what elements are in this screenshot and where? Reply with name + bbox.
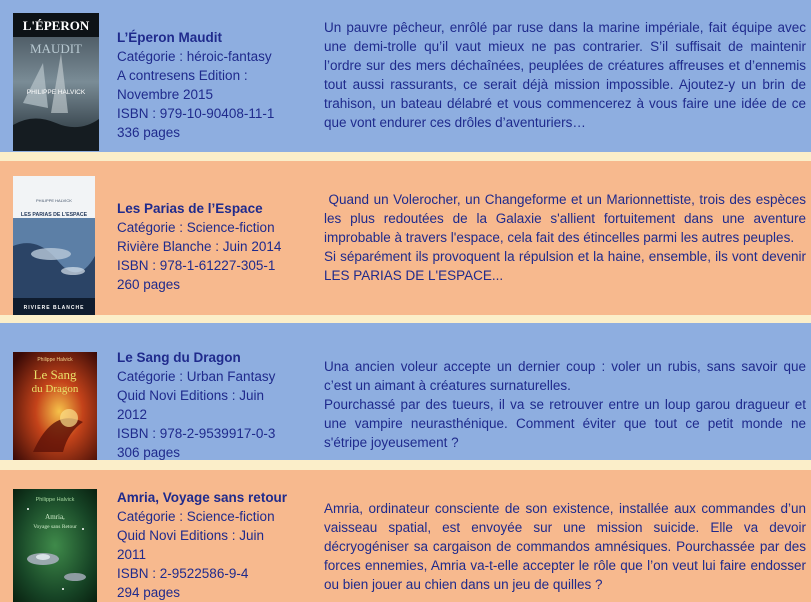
book-isbn: ISBN : 979-10-90408-11-1: [117, 106, 275, 121]
book-category: Catégorie : héroic-fantasy: [117, 49, 272, 64]
description-paragraph: Un pauvre pêcheur, enrôlé par ruse dans la marine impériale, fait équipe avec une demi-trolle qu’il vaut mieux ne pas contrarier. S’il suffisait de maintenir l’ordre sur des mers déchaînées, peuplées de créatures affreuses et d’ennemis tout aussi rassurants, ce serait déjà mission impossible. Ajoutez-y un brin de trahison, un bateau délabré et vous commencerez à vous faire une idée de ce que vont endurer ces drôles d’aventuriers…: [324, 20, 806, 130]
cover-1-subtitle: MAUDIT: [30, 41, 82, 56]
cover-2-art: [13, 176, 95, 315]
cover-2-title: LES PARIAS DE L'ESPACE: [20, 212, 88, 218]
cover-1-title: L'ÉPERON: [22, 18, 90, 33]
book-category: Catégorie : Science-fiction: [117, 220, 275, 235]
cover-1-author: PHILIPPE HALVICK: [26, 89, 86, 96]
cover-3-title-line1: Le Sang: [33, 367, 77, 382]
book-isbn: ISBN : 2-9522586-9-4: [117, 566, 249, 581]
book-description-3: [324, 357, 806, 452]
book-category: Catégorie : Urban Fantasy: [117, 369, 276, 384]
book-cover-4[interactable]: [13, 489, 97, 602]
book-description-4: [324, 499, 806, 594]
book-description-1: [324, 18, 806, 132]
description-paragraph: Si séparément ils provoquent la répulsion et la haine, ensemble, ils vont devenir LES PARIAS DE L'ESPACE...: [324, 249, 806, 283]
book-isbn: ISBN : 978-2-9539917-0-3: [117, 426, 276, 441]
book-title[interactable]: Le Sang du Dragon: [117, 350, 241, 365]
description-paragraph: Una ancien voleur accepte un dernier coup : voler un rubis, sans savoir que c’est un aimant à créatures surnaturelles.: [324, 359, 806, 393]
book-title[interactable]: L’Éperon Maudit: [117, 30, 223, 45]
book-meta-4: [117, 488, 287, 602]
book-title[interactable]: Les Parias de l’Espace: [117, 201, 263, 216]
cover-1-art: [13, 13, 99, 151]
book-description-2: [324, 190, 810, 285]
cover-4-author: Philippe Halvick: [35, 497, 75, 503]
book-meta-1: [117, 28, 277, 142]
book-publisher: Quid Novi Editions : Juin 2012: [117, 388, 265, 422]
cover-2-author: PHILIPPE HALVICK: [36, 198, 72, 203]
book-row-1: [0, 0, 811, 152]
book-meta-2: [117, 199, 281, 294]
book-pages: 336 pages: [117, 125, 181, 140]
book-pages: 260 pages: [117, 277, 181, 292]
book-pages: 294 pages: [117, 585, 181, 600]
description-paragraph: Pourchassé par des tueurs, il va se retrouver entre un loup garou dragueur et une vampire neurasthénique. Comment éviter que tout ce petit monde ne s'étripe joyeusement ?: [324, 397, 806, 450]
book-row-4: [0, 470, 811, 602]
book-title[interactable]: Amria, Voyage sans retour: [117, 490, 288, 505]
book-cover-2[interactable]: [13, 176, 95, 315]
description-paragraph: Quand un Volerocher, un Changeforme et un Marionnettiste, trois des espèces les plus redoutées de la Galaxie s'allient fortuitement dans une aventure improbable à travers l'espace, cela fait des étincelles parmi les autres peuples.: [324, 192, 810, 245]
book-publisher: Quid Novi Editions : Juin 2011: [117, 528, 265, 562]
book-category: Catégorie : Science-fiction: [117, 509, 275, 524]
book-cover-1[interactable]: [13, 13, 99, 151]
book-cover-3[interactable]: [13, 352, 97, 460]
cover-3-title-line2: du Dragon: [31, 383, 79, 395]
cover-2-publisher: RIVIERE BLANCHE: [23, 305, 85, 311]
book-pages: 306 pages: [117, 445, 181, 460]
cover-4-title-line2: Voyage sans Retour: [33, 524, 77, 530]
cover-3-art: [13, 352, 97, 460]
book-meta-3: [117, 348, 287, 462]
book-row-2: [0, 161, 811, 315]
book-row-3: [0, 323, 811, 460]
description-paragraph: Amria, ordinateur consciente de son existence, installée aux commandes d’un vaisseau spatial, est envoyée sur une mission suicide. Elle va devoir décryogéniser sa cargaison de commandos amnésiques. Pourchassée par des forces ennemies, Amria va-t-elle accepter le rôle que l’on veut lui faire endosser ou bien jouer au chien dans un jeu de quilles ?: [324, 501, 806, 592]
book-publisher: A contresens Edition : Novembre 2015: [117, 68, 248, 102]
cover-3-author: Philippe Halvick: [37, 357, 73, 363]
book-publisher: Rivière Blanche : Juin 2014: [117, 239, 282, 254]
book-isbn: ISBN : 978-1-61227-305-1: [117, 258, 276, 273]
cover-4-title-line1: Amria,: [45, 513, 65, 521]
cover-4-art: [13, 489, 97, 602]
